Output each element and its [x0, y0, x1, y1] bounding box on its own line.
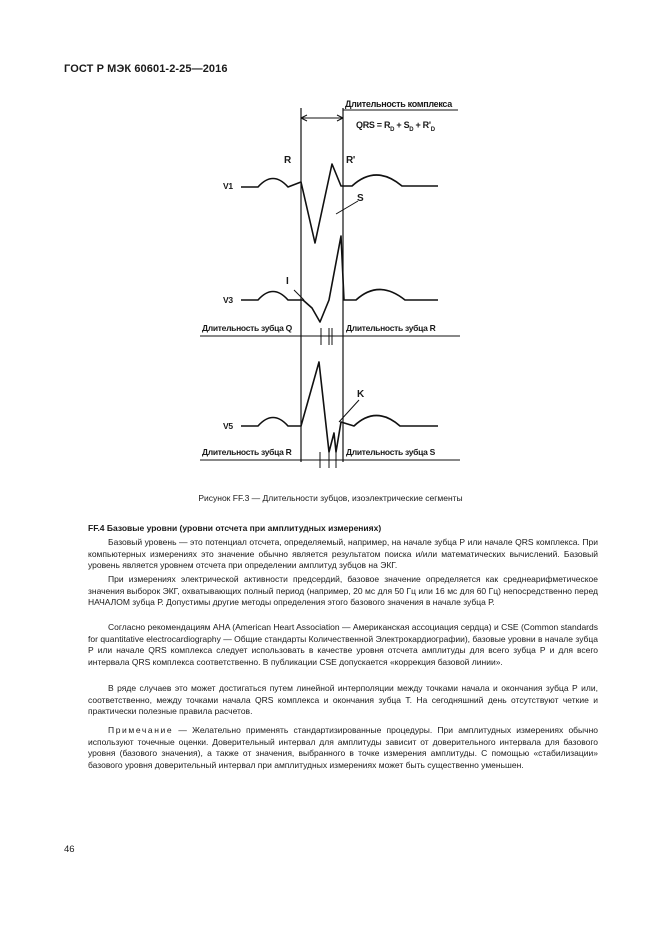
lead-v1-label: V1 [223, 181, 233, 191]
s-duration-label: Длительность зубца S [346, 447, 435, 457]
note-text: — Желательно применять стандартизированные процедуры. При амплитудных измерениях обычно используют точечные оценки. Доверительный интервал для амплитуды зависит от доверительного интервала для базового уровня (базового значения), а также от значения, выбранного в точке измерения амплитуды. С помощью «стабилизации» базового уровня доверительный интервал при амплитудных измерениях может быть существенно уменьшен. [88, 725, 598, 770]
v3-trace [241, 236, 438, 322]
i-pointer [294, 290, 304, 300]
r-duration-right-label: Длительность зубца R [346, 323, 436, 333]
note-label: Примечание [108, 725, 174, 735]
page-number: 46 [64, 844, 75, 855]
q-duration-label: Длительность зубца Q [202, 323, 292, 333]
figure-caption: Рисунок FF.3 — Длительности зубцов, изоэлектрические сегменты [198, 493, 463, 503]
lead-v3-label: V3 [223, 295, 233, 305]
paragraph-1: Базовый уровень — это потенциал отсчета, определяемый, например, на начале зубца Р или начале QRS комплекса. При компьютерных измерениях это значение обычно является результатом поиска и/или математических вычислений. Базовый уровень является уровнем отсчета при определении амплитуд зубцов на ЭКГ. [88, 537, 598, 571]
k-mark: K [357, 389, 364, 400]
lead-v5-label: V5 [223, 421, 233, 431]
r-duration-left-label: Длительность зубца R [202, 447, 292, 457]
ecg-figure [180, 100, 480, 470]
note-paragraph [88, 725, 598, 771]
v1-trace [241, 164, 438, 243]
ecg-diagram [180, 100, 480, 470]
v5-trace [241, 362, 438, 452]
paragraph-3: Согласно рекомендациям AHA (American Heart Association — Американская ассоциация сердца) и CSE (Common standards for quantitative electrocardiography — Общие стандарты Количественной Электрокардиографии), базовые уровни в начале зубца Р или начале QRS комплекса следует использовать в качестве уровня отсчета амплитуды для всего зубца Р и для всего интервала QRS комплекса соответственно. В публикации CSE допускается «коррекция базовой линии». [88, 622, 598, 667]
paragraph-2: При измерениях электрической активности предсердий, базовое значение определяется как среднеарифметическое значения выборок ЭКГ, охватывающих полный период (например, 20 мс для 50 Гц или 16 мс для 60 Гц) непосредственно перед НАЧАЛОМ зубца Р. Допустимы другие методы определения этого базового значения в начале зубца Р. [88, 574, 598, 608]
r-mark: R [284, 155, 291, 166]
s-pointer [336, 201, 358, 214]
s-mark: S [357, 193, 364, 204]
document-header: ГОСТ Р МЭК 60601-2-25—2016 [64, 63, 228, 75]
i-mark: I [286, 276, 289, 287]
section-title: FF.4 Базовые уровни (уровни отсчета при амплитудных измерениях) [88, 523, 382, 533]
qrs-formula-label: QRS = $R_D + S_D + R'_D$ [356, 120, 435, 133]
r-prime-mark: R' [346, 155, 355, 166]
paragraph-4: В ряде случаев это может достигаться путем линейной интерполяции между точками начала и окончания зубца Р или, соответственно, между точками начала QRS комплекса и окончания зубца Т. На сегодняшний день отсутствуют четкие и практически полезные правила расчетов. [88, 683, 598, 717]
complex-duration-label: Длительность комплекса [345, 99, 452, 109]
k-pointer [339, 400, 359, 422]
